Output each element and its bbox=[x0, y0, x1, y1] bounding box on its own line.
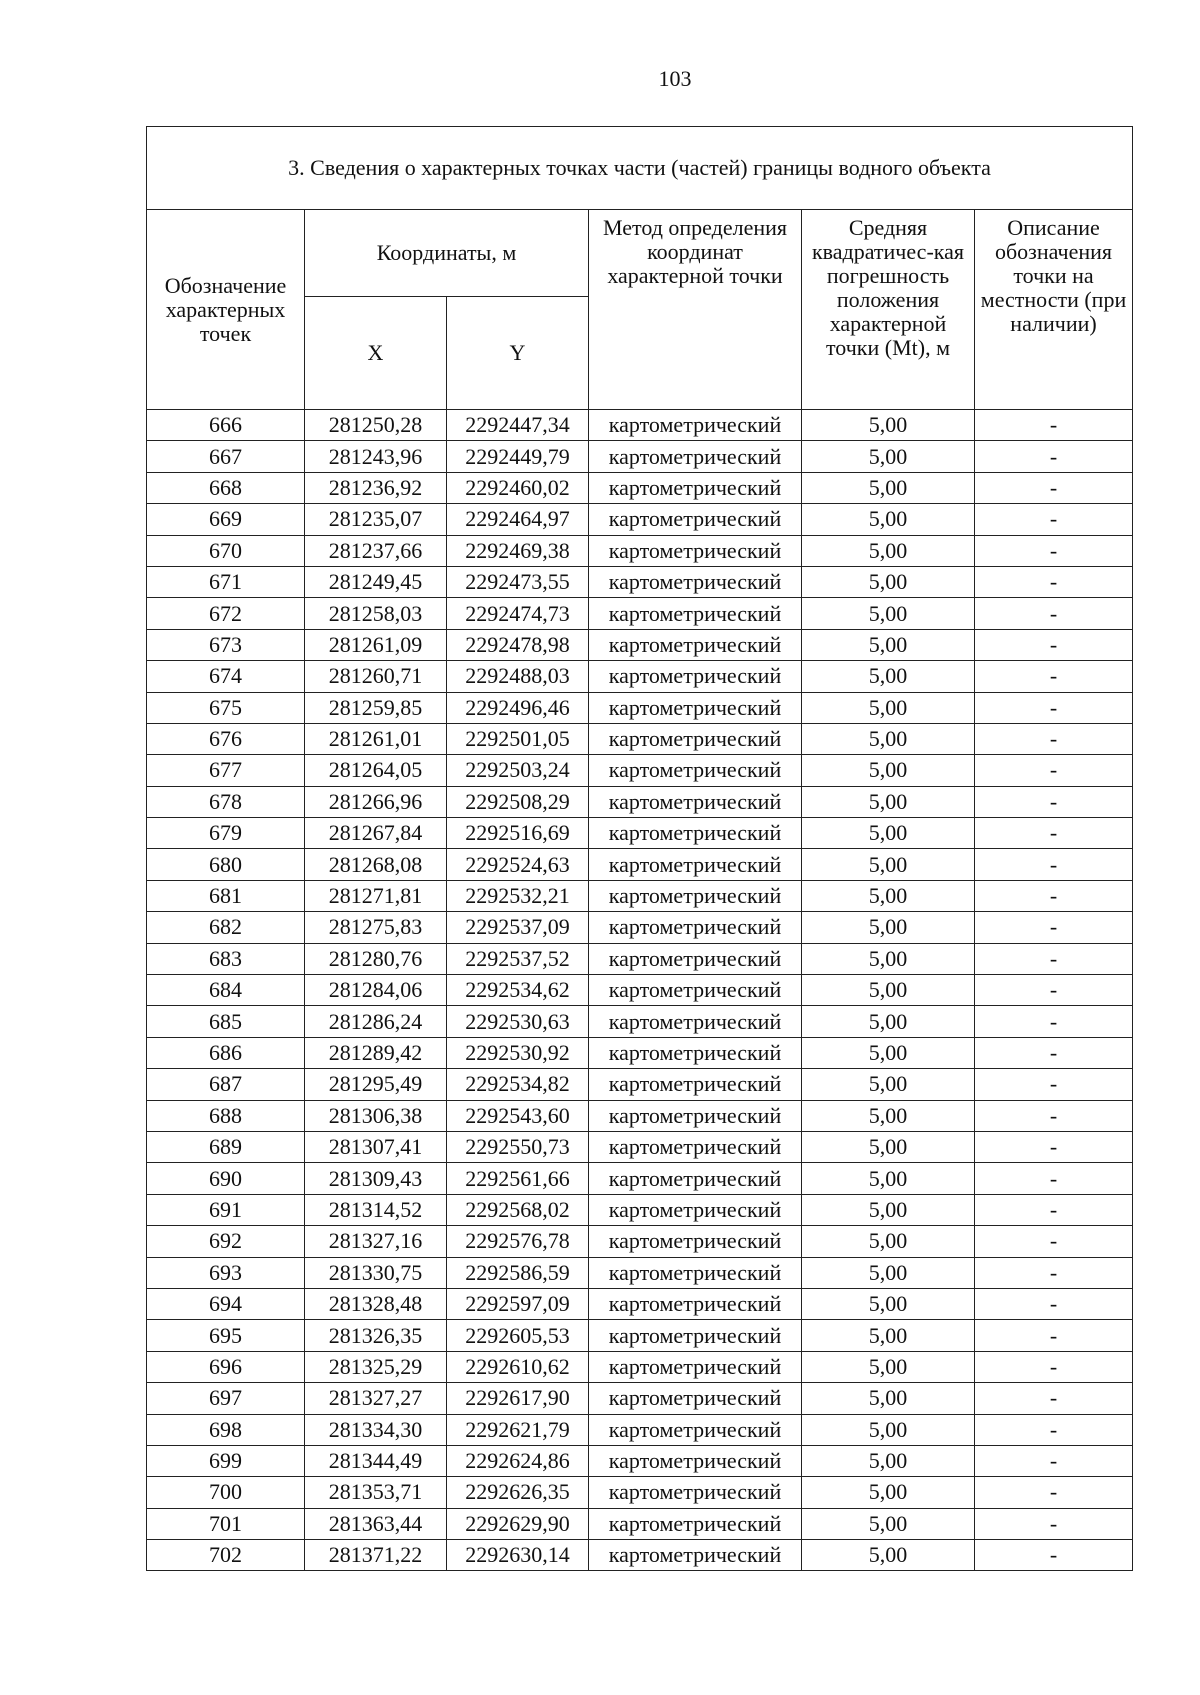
point-number-cell: 687 bbox=[147, 1069, 305, 1100]
y-coordinate-cell: 2292469,38 bbox=[447, 535, 589, 566]
point-number-cell: 696 bbox=[147, 1351, 305, 1382]
method-cell: картометрический bbox=[589, 661, 802, 692]
point-number-cell: 698 bbox=[147, 1414, 305, 1445]
table-row bbox=[147, 1288, 1133, 1319]
method-cell: картометрический bbox=[589, 786, 802, 817]
table-row bbox=[147, 818, 1133, 849]
y-coordinate-cell: 2292524,63 bbox=[447, 849, 589, 880]
y-coordinate-cell: 2292508,29 bbox=[447, 786, 589, 817]
table-row bbox=[147, 755, 1133, 786]
error-cell: 5,00 bbox=[802, 723, 975, 754]
method-cell: картометрический bbox=[589, 1477, 802, 1508]
method-cell: картометрический bbox=[589, 1226, 802, 1257]
point-number-cell: 669 bbox=[147, 504, 305, 535]
y-coordinate-cell: 2292449,79 bbox=[447, 441, 589, 472]
table-row bbox=[147, 1100, 1133, 1131]
point-number-cell: 675 bbox=[147, 692, 305, 723]
point-number-cell: 674 bbox=[147, 661, 305, 692]
method-cell: картометрический bbox=[589, 1163, 802, 1194]
description-cell: - bbox=[975, 692, 1133, 723]
error-cell: 5,00 bbox=[802, 1477, 975, 1508]
description-cell: - bbox=[975, 566, 1133, 597]
header-error: Средняя квадратичес-кая погрешность положения характерной точки (Mt), м bbox=[802, 210, 975, 410]
description-cell: - bbox=[975, 1194, 1133, 1225]
error-cell: 5,00 bbox=[802, 1288, 975, 1319]
point-number-cell: 690 bbox=[147, 1163, 305, 1194]
x-coordinate-cell: 281260,71 bbox=[305, 661, 447, 692]
x-coordinate-cell: 281249,45 bbox=[305, 566, 447, 597]
point-number-cell: 681 bbox=[147, 880, 305, 911]
method-cell: картометрический bbox=[589, 441, 802, 472]
table-row bbox=[147, 1257, 1133, 1288]
error-cell: 5,00 bbox=[802, 912, 975, 943]
y-coordinate-cell: 2292516,69 bbox=[447, 818, 589, 849]
method-cell: картометрический bbox=[589, 598, 802, 629]
x-coordinate-cell: 281286,24 bbox=[305, 1006, 447, 1037]
table-row bbox=[147, 410, 1133, 441]
method-cell: картометрический bbox=[589, 1131, 802, 1162]
header-description: Описание обозначения точки на местности (при наличии) bbox=[975, 210, 1133, 410]
method-cell: картометрический bbox=[589, 410, 802, 441]
point-number-cell: 670 bbox=[147, 535, 305, 566]
error-cell: 5,00 bbox=[802, 880, 975, 911]
y-coordinate-cell: 2292576,78 bbox=[447, 1226, 589, 1257]
table-row bbox=[147, 1163, 1133, 1194]
description-cell: - bbox=[975, 1257, 1133, 1288]
description-cell: - bbox=[975, 755, 1133, 786]
table-row bbox=[147, 661, 1133, 692]
method-cell: картометрический bbox=[589, 912, 802, 943]
x-coordinate-cell: 281344,49 bbox=[305, 1445, 447, 1476]
y-coordinate-cell: 2292496,46 bbox=[447, 692, 589, 723]
table-row bbox=[147, 1477, 1133, 1508]
point-number-cell: 677 bbox=[147, 755, 305, 786]
y-coordinate-cell: 2292629,90 bbox=[447, 1508, 589, 1539]
y-coordinate-cell: 2292532,21 bbox=[447, 880, 589, 911]
error-cell: 5,00 bbox=[802, 1414, 975, 1445]
table-row bbox=[147, 1540, 1133, 1571]
x-coordinate-cell: 281237,66 bbox=[305, 535, 447, 566]
point-number-cell: 693 bbox=[147, 1257, 305, 1288]
x-coordinate-cell: 281266,96 bbox=[305, 786, 447, 817]
error-cell: 5,00 bbox=[802, 1037, 975, 1068]
description-cell: - bbox=[975, 1508, 1133, 1539]
x-coordinate-cell: 281295,49 bbox=[305, 1069, 447, 1100]
table-row bbox=[147, 1508, 1133, 1539]
description-cell: - bbox=[975, 912, 1133, 943]
description-cell: - bbox=[975, 1320, 1133, 1351]
description-cell: - bbox=[975, 441, 1133, 472]
x-coordinate-cell: 281314,52 bbox=[305, 1194, 447, 1225]
y-coordinate-cell: 2292488,03 bbox=[447, 661, 589, 692]
error-cell: 5,00 bbox=[802, 1257, 975, 1288]
x-coordinate-cell: 281236,92 bbox=[305, 472, 447, 503]
description-cell: - bbox=[975, 1037, 1133, 1068]
method-cell: картометрический bbox=[589, 818, 802, 849]
point-number-cell: 680 bbox=[147, 849, 305, 880]
error-cell: 5,00 bbox=[802, 410, 975, 441]
method-cell: картометрический bbox=[589, 943, 802, 974]
x-coordinate-cell: 281334,30 bbox=[305, 1414, 447, 1445]
point-number-cell: 682 bbox=[147, 912, 305, 943]
page-number: 103 bbox=[658, 66, 692, 91]
x-coordinate-cell: 281264,05 bbox=[305, 755, 447, 786]
method-cell: картометрический bbox=[589, 1257, 802, 1288]
point-number-cell: 700 bbox=[147, 1477, 305, 1508]
method-cell: картометрический bbox=[589, 1006, 802, 1037]
x-coordinate-cell: 281353,71 bbox=[305, 1477, 447, 1508]
y-coordinate-cell: 2292610,62 bbox=[447, 1351, 589, 1382]
table-row bbox=[147, 1006, 1133, 1037]
description-cell: - bbox=[975, 472, 1133, 503]
method-cell: картометрический bbox=[589, 692, 802, 723]
description-cell: - bbox=[975, 849, 1133, 880]
table-row bbox=[147, 1383, 1133, 1414]
point-number-cell: 685 bbox=[147, 1006, 305, 1037]
error-cell: 5,00 bbox=[802, 943, 975, 974]
description-cell: - bbox=[975, 786, 1133, 817]
method-cell: картометрический bbox=[589, 566, 802, 597]
y-coordinate-cell: 2292474,73 bbox=[447, 598, 589, 629]
description-cell: - bbox=[975, 1288, 1133, 1319]
table-row bbox=[147, 535, 1133, 566]
error-cell: 5,00 bbox=[802, 818, 975, 849]
description-cell: - bbox=[975, 535, 1133, 566]
point-number-cell: 667 bbox=[147, 441, 305, 472]
error-cell: 5,00 bbox=[802, 755, 975, 786]
x-coordinate-cell: 281328,48 bbox=[305, 1288, 447, 1319]
method-cell: картометрический bbox=[589, 1320, 802, 1351]
description-cell: - bbox=[975, 943, 1133, 974]
error-cell: 5,00 bbox=[802, 629, 975, 660]
y-coordinate-cell: 2292534,62 bbox=[447, 975, 589, 1006]
header-point-designation-label: Обозначение характерных точек bbox=[164, 272, 287, 346]
x-coordinate-cell: 281258,03 bbox=[305, 598, 447, 629]
x-coordinate-cell: 281309,43 bbox=[305, 1163, 447, 1194]
x-coordinate-cell: 281306,38 bbox=[305, 1100, 447, 1131]
table-row bbox=[147, 1226, 1133, 1257]
y-coordinate-cell: 2292543,60 bbox=[447, 1100, 589, 1131]
x-coordinate-cell: 281363,44 bbox=[305, 1508, 447, 1539]
description-cell: - bbox=[975, 1540, 1133, 1571]
table-row bbox=[147, 786, 1133, 817]
point-number-cell: 668 bbox=[147, 472, 305, 503]
table-row bbox=[147, 849, 1133, 880]
method-cell: картометрический bbox=[589, 1414, 802, 1445]
description-cell: - bbox=[975, 410, 1133, 441]
table-row bbox=[147, 566, 1133, 597]
x-coordinate-cell: 281271,81 bbox=[305, 880, 447, 911]
error-cell: 5,00 bbox=[802, 1226, 975, 1257]
method-cell: картометрический bbox=[589, 1508, 802, 1539]
point-number-cell: 697 bbox=[147, 1383, 305, 1414]
method-cell: картометрический bbox=[589, 849, 802, 880]
description-cell: - bbox=[975, 1006, 1133, 1037]
x-coordinate-cell: 281261,09 bbox=[305, 629, 447, 660]
y-coordinate-cell: 2292568,02 bbox=[447, 1194, 589, 1225]
method-cell: картометрический bbox=[589, 472, 802, 503]
x-coordinate-cell: 281330,75 bbox=[305, 1257, 447, 1288]
y-coordinate-cell: 2292617,90 bbox=[447, 1383, 589, 1414]
error-cell: 5,00 bbox=[802, 504, 975, 535]
method-cell: картометрический bbox=[589, 880, 802, 911]
x-coordinate-cell: 281267,84 bbox=[305, 818, 447, 849]
description-cell: - bbox=[975, 880, 1133, 911]
table-row bbox=[147, 1069, 1133, 1100]
x-coordinate-cell: 281235,07 bbox=[305, 504, 447, 535]
method-cell: картометрический bbox=[589, 1351, 802, 1382]
description-cell: - bbox=[975, 629, 1133, 660]
table-row bbox=[147, 1414, 1133, 1445]
error-cell: 5,00 bbox=[802, 1320, 975, 1351]
error-cell: 5,00 bbox=[802, 566, 975, 597]
table-row bbox=[147, 1131, 1133, 1162]
method-cell: картометрический bbox=[589, 723, 802, 754]
header-method: Метод определения координат характерной точки bbox=[589, 210, 802, 410]
description-cell: - bbox=[975, 1163, 1133, 1194]
point-number-cell: 671 bbox=[147, 566, 305, 597]
point-number-cell: 683 bbox=[147, 943, 305, 974]
point-number-cell: 695 bbox=[147, 1320, 305, 1351]
y-coordinate-cell: 2292624,86 bbox=[447, 1445, 589, 1476]
description-cell: - bbox=[975, 1131, 1133, 1162]
point-number-cell: 676 bbox=[147, 723, 305, 754]
y-coordinate-cell: 2292537,09 bbox=[447, 912, 589, 943]
method-cell: картометрический bbox=[589, 629, 802, 660]
description-cell: - bbox=[975, 1100, 1133, 1131]
x-coordinate-cell: 281250,28 bbox=[305, 410, 447, 441]
point-number-cell: 702 bbox=[147, 1540, 305, 1571]
description-cell: - bbox=[975, 1226, 1133, 1257]
description-cell: - bbox=[975, 818, 1133, 849]
method-cell: картометрический bbox=[589, 1069, 802, 1100]
table-row bbox=[147, 598, 1133, 629]
y-coordinate-cell: 2292597,09 bbox=[447, 1288, 589, 1319]
method-cell: картометрический bbox=[589, 535, 802, 566]
point-number-cell: 691 bbox=[147, 1194, 305, 1225]
error-cell: 5,00 bbox=[802, 1540, 975, 1571]
x-coordinate-cell: 281280,76 bbox=[305, 943, 447, 974]
error-cell: 5,00 bbox=[802, 661, 975, 692]
error-cell: 5,00 bbox=[802, 1383, 975, 1414]
table-row bbox=[147, 1445, 1133, 1476]
y-coordinate-cell: 2292537,52 bbox=[447, 943, 589, 974]
x-coordinate-cell: 281243,96 bbox=[305, 441, 447, 472]
y-coordinate-cell: 2292473,55 bbox=[447, 566, 589, 597]
point-number-cell: 673 bbox=[147, 629, 305, 660]
y-coordinate-cell: 2292501,05 bbox=[447, 723, 589, 754]
method-cell: картометрический bbox=[589, 755, 802, 786]
table-row bbox=[147, 629, 1133, 660]
error-cell: 5,00 bbox=[802, 1163, 975, 1194]
table-row bbox=[147, 912, 1133, 943]
method-cell: картометрический bbox=[589, 1037, 802, 1068]
x-coordinate-cell: 281268,08 bbox=[305, 849, 447, 880]
x-coordinate-cell: 281284,06 bbox=[305, 975, 447, 1006]
error-cell: 5,00 bbox=[802, 1131, 975, 1162]
y-coordinate-cell: 2292447,34 bbox=[447, 410, 589, 441]
table-row bbox=[147, 943, 1133, 974]
table-row bbox=[147, 472, 1133, 503]
point-number-cell: 672 bbox=[147, 598, 305, 629]
description-cell: - bbox=[975, 504, 1133, 535]
x-coordinate-cell: 281326,35 bbox=[305, 1320, 447, 1351]
table-row bbox=[147, 441, 1133, 472]
method-cell: картометрический bbox=[589, 1540, 802, 1571]
y-coordinate-cell: 2292561,66 bbox=[447, 1163, 589, 1194]
point-number-cell: 686 bbox=[147, 1037, 305, 1068]
table-row bbox=[147, 1194, 1133, 1225]
x-coordinate-cell: 281327,27 bbox=[305, 1383, 447, 1414]
table-row bbox=[147, 880, 1133, 911]
y-coordinate-cell: 2292530,92 bbox=[447, 1037, 589, 1068]
description-cell: - bbox=[975, 975, 1133, 1006]
method-cell: картометрический bbox=[589, 1445, 802, 1476]
method-cell: картометрический bbox=[589, 1194, 802, 1225]
table-row bbox=[147, 692, 1133, 723]
x-coordinate-cell: 281325,29 bbox=[305, 1351, 447, 1382]
error-cell: 5,00 bbox=[802, 786, 975, 817]
error-cell: 5,00 bbox=[802, 535, 975, 566]
description-cell: - bbox=[975, 598, 1133, 629]
x-coordinate-cell: 281289,42 bbox=[305, 1037, 447, 1068]
error-cell: 5,00 bbox=[802, 1194, 975, 1225]
description-cell: - bbox=[975, 1445, 1133, 1476]
x-coordinate-cell: 281275,83 bbox=[305, 912, 447, 943]
point-number-cell: 688 bbox=[147, 1100, 305, 1131]
method-cell: картометрический bbox=[589, 975, 802, 1006]
point-number-cell: 692 bbox=[147, 1226, 305, 1257]
y-coordinate-cell: 2292621,79 bbox=[447, 1414, 589, 1445]
point-number-cell: 689 bbox=[147, 1131, 305, 1162]
error-cell: 5,00 bbox=[802, 692, 975, 723]
description-cell: - bbox=[975, 661, 1133, 692]
table-row bbox=[147, 723, 1133, 754]
y-coordinate-cell: 2292605,53 bbox=[447, 1320, 589, 1351]
x-coordinate-cell: 281261,01 bbox=[305, 723, 447, 754]
y-coordinate-cell: 2292550,73 bbox=[447, 1131, 589, 1162]
header-y: Y bbox=[447, 297, 589, 410]
x-coordinate-cell: 281307,41 bbox=[305, 1131, 447, 1162]
description-cell: - bbox=[975, 1414, 1133, 1445]
point-number-cell: 699 bbox=[147, 1445, 305, 1476]
characteristic-points-table bbox=[146, 126, 1133, 1571]
table-row bbox=[147, 1037, 1133, 1068]
description-cell: - bbox=[975, 1351, 1133, 1382]
y-coordinate-cell: 2292478,98 bbox=[447, 629, 589, 660]
y-coordinate-cell: 2292460,02 bbox=[447, 472, 589, 503]
error-cell: 5,00 bbox=[802, 472, 975, 503]
y-coordinate-cell: 2292630,14 bbox=[447, 1540, 589, 1571]
table-body bbox=[147, 410, 1133, 1571]
y-coordinate-cell: 2292626,35 bbox=[447, 1477, 589, 1508]
error-cell: 5,00 bbox=[802, 1006, 975, 1037]
table-title: 3. Сведения о характерных точках части (частей) границы водного объекта bbox=[147, 127, 1133, 210]
error-cell: 5,00 bbox=[802, 1351, 975, 1382]
header-coordinates: Координаты, м bbox=[305, 210, 589, 297]
description-cell: - bbox=[975, 1383, 1133, 1414]
y-coordinate-cell: 2292534,82 bbox=[447, 1069, 589, 1100]
y-coordinate-cell: 2292503,24 bbox=[447, 755, 589, 786]
point-number-cell: 701 bbox=[147, 1508, 305, 1539]
method-cell: картометрический bbox=[589, 504, 802, 535]
x-coordinate-cell: 281259,85 bbox=[305, 692, 447, 723]
error-cell: 5,00 bbox=[802, 1508, 975, 1539]
table-row bbox=[147, 1351, 1133, 1382]
point-number-cell: 679 bbox=[147, 818, 305, 849]
error-cell: 5,00 bbox=[802, 441, 975, 472]
x-coordinate-cell: 281327,16 bbox=[305, 1226, 447, 1257]
point-number-cell: 678 bbox=[147, 786, 305, 817]
error-cell: 5,00 bbox=[802, 1100, 975, 1131]
point-number-cell: 684 bbox=[147, 975, 305, 1006]
description-cell: - bbox=[975, 723, 1133, 754]
description-cell: - bbox=[975, 1477, 1133, 1508]
point-number-cell: 666 bbox=[147, 410, 305, 441]
table-row bbox=[147, 975, 1133, 1006]
error-cell: 5,00 bbox=[802, 975, 975, 1006]
y-coordinate-cell: 2292530,63 bbox=[447, 1006, 589, 1037]
method-cell: картометрический bbox=[589, 1288, 802, 1319]
method-cell: картометрический bbox=[589, 1383, 802, 1414]
header-point-designation bbox=[147, 210, 305, 410]
error-cell: 5,00 bbox=[802, 849, 975, 880]
method-cell: картометрический bbox=[589, 1100, 802, 1131]
table-row bbox=[147, 504, 1133, 535]
x-coordinate-cell: 281371,22 bbox=[305, 1540, 447, 1571]
y-coordinate-cell: 2292464,97 bbox=[447, 504, 589, 535]
error-cell: 5,00 bbox=[802, 598, 975, 629]
table-row bbox=[147, 1320, 1133, 1351]
error-cell: 5,00 bbox=[802, 1445, 975, 1476]
description-cell: - bbox=[975, 1069, 1133, 1100]
header-x: X bbox=[305, 297, 447, 410]
point-number-cell: 694 bbox=[147, 1288, 305, 1319]
y-coordinate-cell: 2292586,59 bbox=[447, 1257, 589, 1288]
error-cell: 5,00 bbox=[802, 1069, 975, 1100]
